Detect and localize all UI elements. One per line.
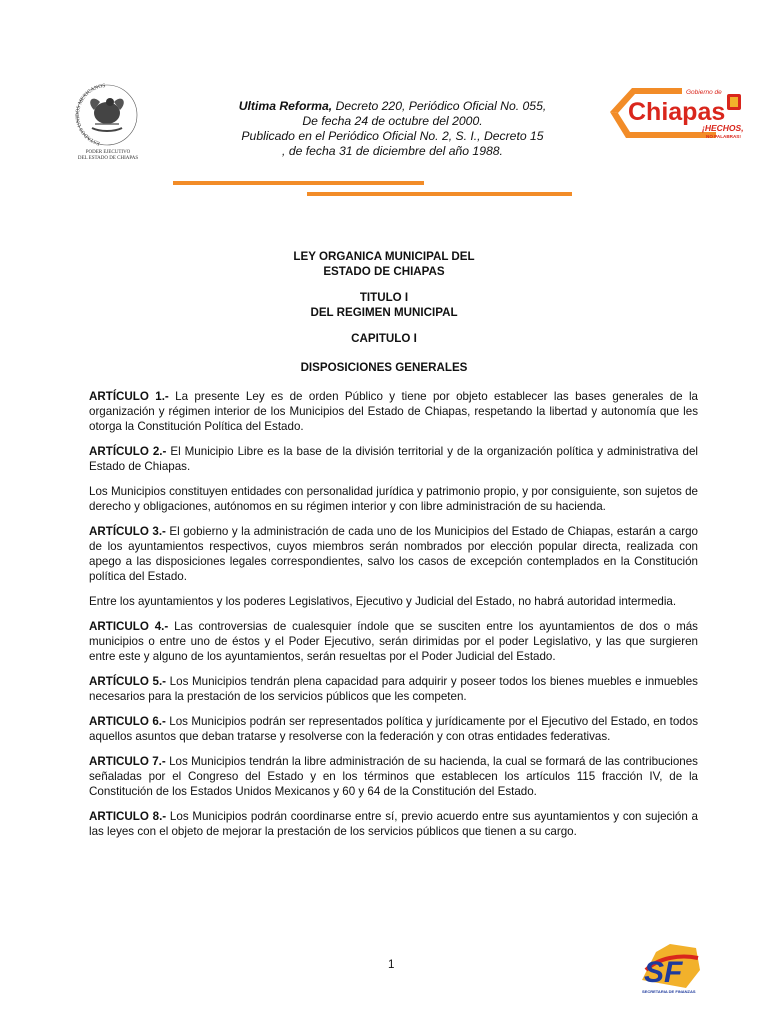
article-text: El Municipio Libre es la base de la división territorial y de la organización política y administrativa del Estado de Chiapas. [89,445,698,473]
decorative-bar [307,192,572,196]
article-label: ARTICULO 4.- [89,620,169,633]
section-heading: DISPOSICIONES GENERALES [300,361,468,374]
seal-caption-line: PODER EJECUTIVO [85,150,131,155]
article-paragraph [89,619,698,664]
law-title-line: LEY ORGANICA MUNICIPAL DEL [293,250,475,263]
titulo-number: TITULO I [359,291,409,304]
article-label: ARTICULO 6.- [89,715,166,728]
law-title-line: ESTADO DE CHIAPAS [323,265,445,278]
titulo-name: DEL REGIMEN MUNICIPAL [310,306,458,319]
reform-note [220,99,565,159]
article-paragraph [89,594,698,609]
article-label: ARTÍCULO 5.- [89,675,167,688]
article-paragraph [89,754,698,799]
sf-logo-caption: SECRETARIA DE FINANZAS [642,989,696,994]
chiapas-logo-word: Chiapas [628,98,726,126]
chiapas-logo-small-text: Gobierno de [686,89,722,96]
page-number: 1 [388,958,395,971]
article-text: Los Municipios tendrán plena capacidad para adquirir y poseer todos los bienes muebles e inmuebles necesarios para la prestación de los servicios públicos que les competen. [89,675,698,703]
seal-caption [60,150,156,162]
titulo-heading [200,290,568,320]
article-label: ARTÍCULO 1.- [89,390,169,403]
chiapas-logo-slogan: ¡HECHOS, [702,123,744,133]
decorative-bar [173,181,424,185]
sf-logo [636,940,704,996]
reform-line: , de fecha 31 de diciembre del año 1988. [282,144,503,158]
article-text: Los Municipios podrán ser representados política y jurídicamente por el Ejecutivo del Estado, en todos aquellos asuntos que deban tratarse y resolverse con la federación y con otras entidades federativas. [89,715,698,743]
article-paragraph [89,674,698,704]
chiapas-government-logo [606,80,756,150]
article-text: El gobierno y la administración de cada uno de los Municipios del Estado de Chiapas, estarán a cargo de los ayuntamientos respectivos, cuyos miembros serán nombrados por elección popular directa, realizada con apego a las disposiciones legales correspondientes, salvo los casos de excepción contemplados en la Constitución política del Estado. [89,525,698,583]
article-paragraph [89,809,698,839]
chiapas-logo-slogan2: NO PALABRAS! [706,134,741,139]
article-label: ARTICULO 8.- [89,810,167,823]
article-text: Los Municipios tendrán la libre administración de su hacienda, la cual se formará de las contribuciones señaladas por el Congreso del Estado y en los términos que establecen los artículos 115 fracción IV, de la Constitución de los Estados Unidos Mexicanos y 60 y 64 de la Constitución del Estado. [89,755,698,798]
article-text: La presente Ley es de orden Público y tiene por objeto establecer las bases generales de la organización y régimen interior de los Municipios del Estado de Chiapas, respetando la libertad y autonomía que les otorga la Constitución Política del Estado. [89,390,698,433]
article-paragraph [89,714,698,744]
article-label: ARTICULO 7.- [89,755,166,768]
article-text: Los Municipios constituyen entidades con personalidad jurídica y patrimonio propio, y por consiguiente, son sujetos de derecho y obligaciones, autónomos en su régimen interior y con libre administración de su hacienda. [89,485,698,513]
article-text: Las controversias de cualesquier índole que se susciten entre los ayuntamientos de dos o más municipios o entre uno de éstos y el Poder Ejecutivo, serán dirimidas por el poder Legislativo, y las que surgieren entre este y alguno de los ayuntamientos, serán resueltas por el Poder Judicial del Estado. [89,620,698,663]
article-label: ARTÍCULO 3.- [89,525,166,538]
sf-logo-letters: SF [644,956,683,989]
article-paragraph [89,484,698,514]
reform-line: Publicado en el Periódico Oficial No. 2, S. I., Decreto 15 [241,129,544,143]
reform-label: Ultima Reforma, [238,99,333,113]
reform-line: De fecha 24 de octubre del 2000. [302,114,483,128]
reform-text: Decreto 220, Periódico Oficial No. 055, [332,99,547,113]
seal-ring-text: ESTADOS UNIDOS MEXICANOS [75,83,106,146]
article-paragraph [89,389,698,434]
article-paragraph [89,444,698,474]
article-paragraph [89,524,698,584]
article-text: Entre los ayuntamientos y los poderes Legislativos, Ejecutivo y Judicial del Estado, no habrá autoridad intermedia. [89,595,677,608]
capitulo-heading: CAPITULO I [351,332,417,345]
article-label: ARTÍCULO 2.- [89,445,167,458]
article-text: Los Municipios podrán coordinarse entre sí, previo acuerdo entre sus ayuntamientos y con sujeción a las leyes con el objeto de mejorar la prestación de los servicios públicos que tienen a su cargo. [89,810,698,838]
law-title [200,249,568,279]
seal-caption-line: DEL ESTADO DE CHIAPAS [77,156,139,161]
document-body [89,389,698,849]
